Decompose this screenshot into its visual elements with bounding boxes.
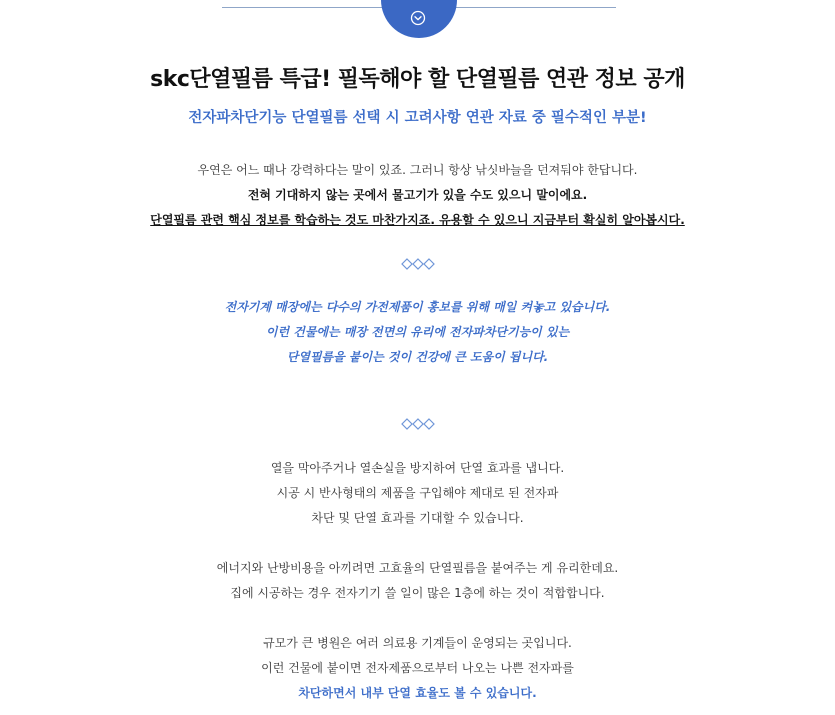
- body2-line-2: 집에 시공하는 경우 전자기기 쓸 일이 많은 1층에 하는 것이 적합합니다.: [230, 586, 605, 600]
- intro-line-1: 우연은 어느 때나 강력하다는 말이 있죠. 그러니 항상 낚싯바늘을 던져둬야 한답니다.: [197, 163, 638, 177]
- quote-line-1: 전자기계 매장에는 다수의 가전제품이 홍보를 위해 매일 켜놓고 있습니다.: [224, 300, 611, 314]
- chevron-down-icon[interactable]: [410, 10, 426, 26]
- body1-line-1: 열을 막아주거나 열손실을 방지하여 단열 효과를 냅니다.: [270, 461, 565, 475]
- quote-line-3: 단열필름을 붙이는 것이 건강에 큰 도움이 됩니다.: [286, 350, 549, 364]
- diamond-divider-icon: [401, 258, 435, 270]
- intro-line-2: 전혀 기대하지 않는 곳에서 물고기가 있을 수도 있으니 말이에요.: [247, 188, 588, 202]
- page-subtitle: 전자파차단기능 단열필름 선택 시 고려사항 연관 자료 중 필수적인 부분!: [188, 110, 647, 126]
- body3-line-3: 차단하면서 내부 단열 효율도 볼 수 있습니다.: [298, 686, 537, 700]
- intro-line-3-text: 단열필름 관련 핵심 정보를 학습하는 것도 마찬가지죠. 유용할 수 있으니 지금부터 확실히 알아봅시다.: [150, 213, 685, 227]
- body1-line-3: 차단 및 단열 효과를 기대할 수 있습니다.: [311, 511, 524, 525]
- body3-line-2: 이런 건물에 붙이면 전자제품으로부터 나오는 나쁜 전자파를: [261, 661, 574, 675]
- quote-line-2: 이런 건물에는 매장 전면의 유리에 전자파차단기능이 있는: [265, 325, 570, 339]
- diamond-divider-icon: [401, 418, 435, 430]
- intro-line-3: [0, 208, 835, 232]
- page-title: skc단열필름 특급! 필독해야 할 단열필름 연관 정보 공개: [150, 67, 685, 92]
- body3-line-1: 규모가 큰 병원은 여러 의료용 기계들이 운영되는 곳입니다.: [263, 636, 572, 650]
- body2-line-1: 에너지와 난방비용을 아끼려면 고효율의 단열필름을 붙여주는 게 유리한데요.: [216, 561, 619, 575]
- body1-line-2: 시공 시 반사형태의 제품을 구입해야 제대로 된 전자파: [276, 486, 559, 500]
